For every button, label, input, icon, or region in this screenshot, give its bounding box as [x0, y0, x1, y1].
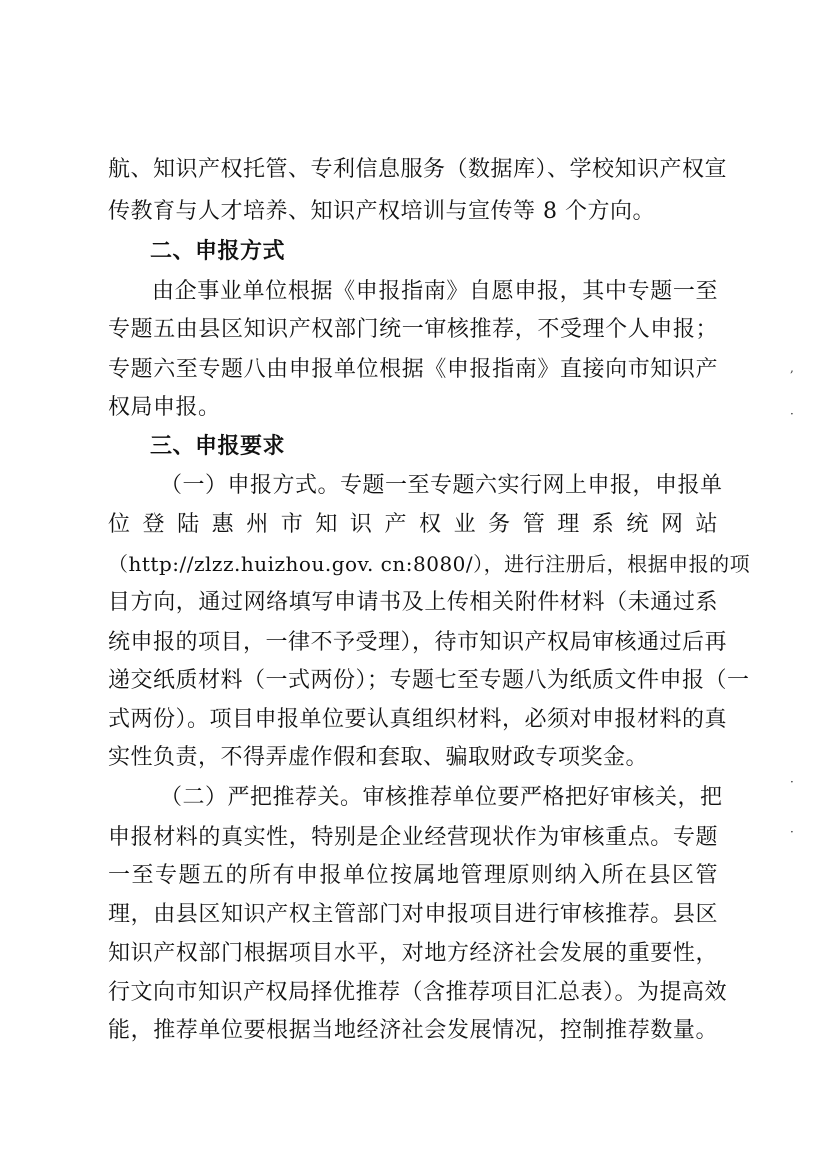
text-line-7: 权局申报。 [108, 395, 221, 420]
text-line-1: 航、知识产权托管、专利信息服务（数据库）、学校知识产权宣 [108, 157, 728, 182]
text-line-4: 由企事业单位根据《申报指南》自愿申报，其中专题一至 [152, 279, 718, 304]
text-line-9: （一）申报方式。专题一至专题六实行网上申报，申报单 [160, 473, 723, 498]
text-line-17: （二）严把推荐关。审核推荐单位要严格把好审核关，把 [160, 785, 723, 810]
text-line-15: 式两份）。项目申报单位要认真组织材料，必须对申报材料的真 [108, 707, 728, 732]
section-heading-2: 二、申报方式 [150, 239, 286, 264]
text-line-14: 递交纸质材料（一式两份）；专题七至专题八为纸质文件申报（一 [108, 668, 750, 693]
text-line-21: 知识产权部门根据项目水平，对地方经济社会发展的重要性， [108, 941, 718, 966]
text-line-11: （http://zlzz.huizhou.gov. cn:8080/），进行注册后，根据申报的项 [108, 552, 751, 576]
text-line-10: 位登陆惠州市知识产权业务管理系统网站 [108, 512, 718, 537]
scan-speck: · [790, 407, 794, 421]
text-line-13: 统申报的项目，一律不予受理），待市知识产权局审核通过后再 [108, 630, 728, 655]
text-line-18: 申报材料的真实性，特别是企业经营现状作为审核重点。专题 [108, 825, 718, 850]
text-line-20: 理，由县区知识产权主管部门对申报项目进行审核推荐。县区 [108, 902, 718, 927]
text-line-5: 专题五由县区知识产权部门统一审核推荐，不受理个人申报； [108, 317, 718, 342]
text-line-19: 一至专题五的所有申报单位按属地管理原则纳入所在县区管 [108, 863, 718, 888]
scan-speck: · [790, 775, 794, 789]
text-line-22: 行文向市知识产权局择优推荐（含推荐项目汇总表）。为提高效 [108, 980, 728, 1005]
text-line-23: 能，推荐单位要根据当地经济社会发展情况，控制推荐数量。 [108, 1018, 718, 1043]
section-heading-3: 三、申报要求 [150, 434, 286, 459]
text-line-16: 实性负责，不得弄虚作假和套取、骗取财政专项奖金。 [108, 745, 649, 770]
text-line-6: 专题六至专题八由申报单位根据《申报指南》直接向市知识产 [108, 357, 718, 382]
text-line-12: 目方向，通过网络填写申请书及上传相关附件材料（未通过系 [108, 590, 718, 615]
scan-speck: , [790, 361, 794, 375]
text-line-2: 传教育与人才培养、知识产权培训与宣传等 8 个方向。 [108, 199, 655, 224]
scan-speck: · [790, 825, 794, 839]
